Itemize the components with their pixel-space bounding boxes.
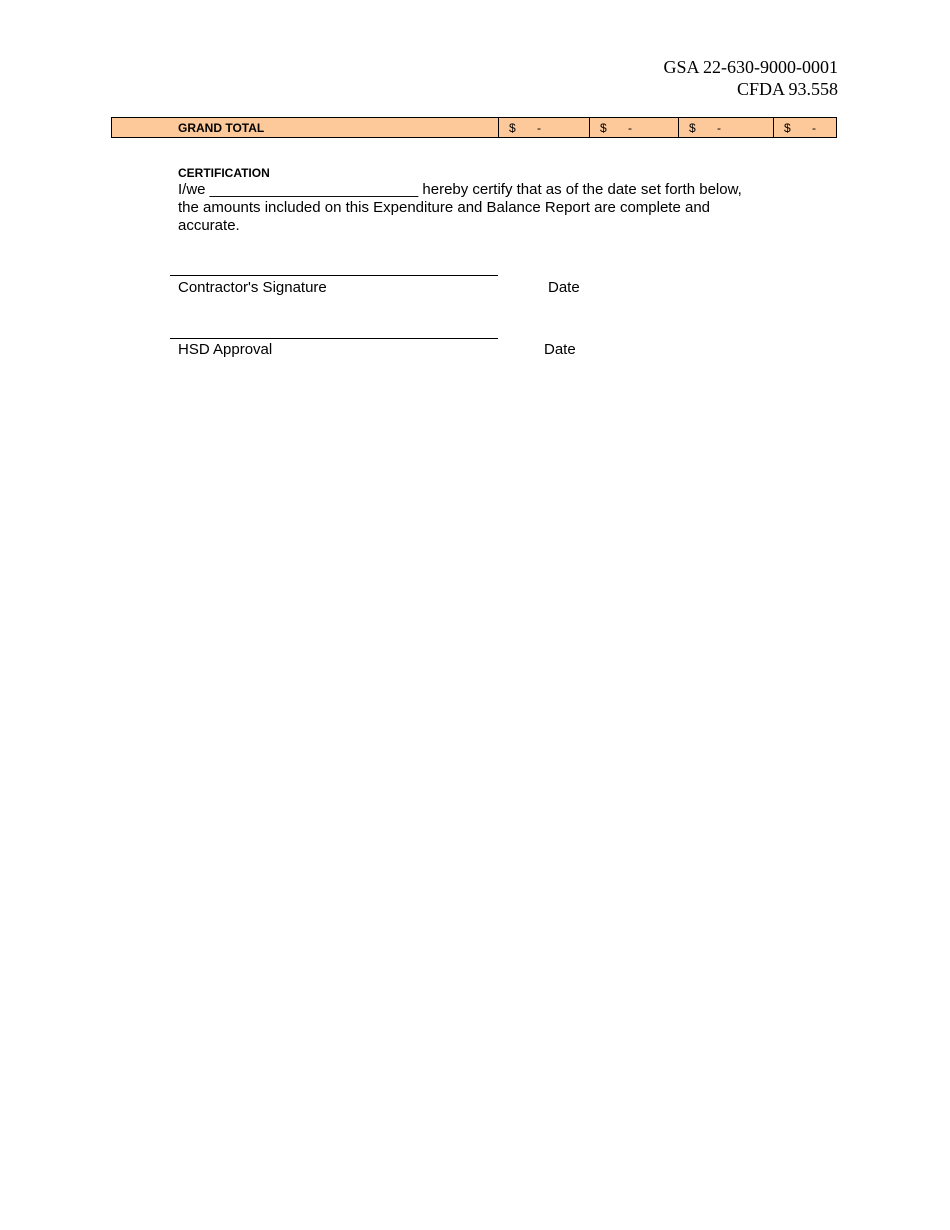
- cfda-number: CFDA 93.558: [736, 79, 838, 99]
- hsd-date-label: Date: [544, 341, 576, 358]
- certification-line-3: accurate.: [178, 217, 240, 234]
- cell-value: -: [537, 121, 541, 135]
- contractor-signature-label: Contractor's Signature: [178, 279, 327, 296]
- grand-total-cell-1: [499, 118, 590, 137]
- certification-statement: [178, 181, 778, 235]
- grand-total-label: GRAND TOTAL: [112, 118, 499, 137]
- hsd-approval-label: HSD Approval: [178, 341, 273, 358]
- hsd-approval-line: [170, 338, 498, 339]
- contractor-date-label: Date: [548, 279, 580, 296]
- certification-line-1: I/we _________________________ hereby certify that as of the date set forth below,: [178, 181, 742, 198]
- currency-symbol: $: [600, 121, 607, 135]
- grand-total-cell-2: [590, 118, 679, 137]
- document-reference: [664, 56, 839, 100]
- grand-total-cell-4: [774, 118, 835, 137]
- currency-symbol: $: [689, 121, 696, 135]
- grand-total-row: [111, 117, 837, 138]
- certification-line-2: the amounts included on this Expenditure and Balance Report are complete and: [178, 199, 711, 216]
- currency-symbol: $: [509, 121, 516, 135]
- currency-symbol: $: [784, 121, 791, 135]
- contractor-signature-line: [170, 275, 498, 276]
- cell-value: -: [812, 121, 816, 135]
- cell-value: -: [717, 121, 721, 135]
- certification-heading: CERTIFICATION: [178, 166, 270, 180]
- grand-total-cell-3: [679, 118, 774, 137]
- cell-value: -: [628, 121, 632, 135]
- contract-number: GSA 22-630-9000-0001: [663, 57, 838, 77]
